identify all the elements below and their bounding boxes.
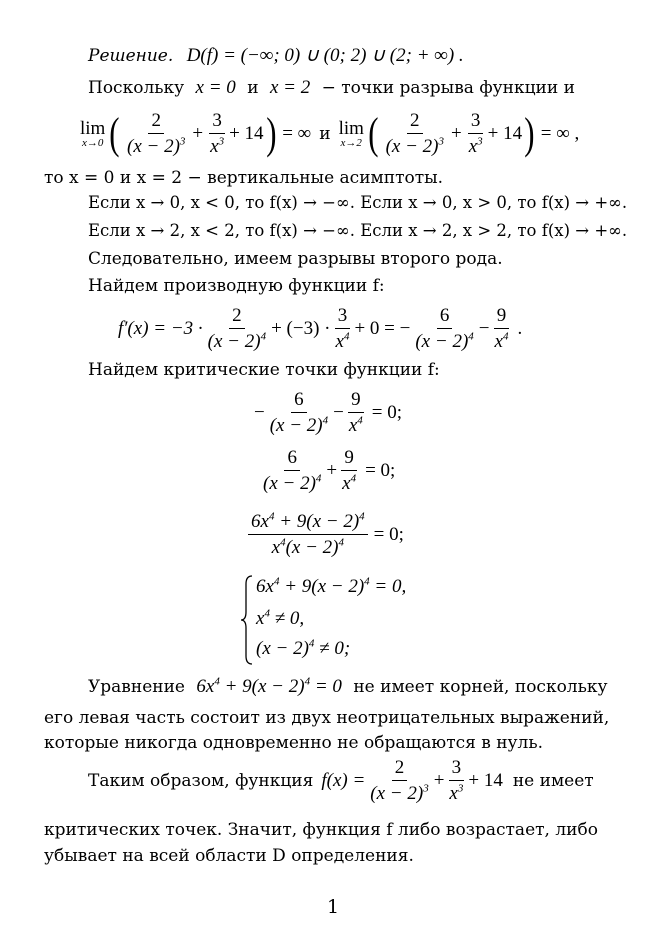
exponent: 4: [364, 575, 370, 588]
plus-sign: +: [326, 460, 338, 481]
denominator: x: [449, 783, 458, 804]
exponent: 4: [359, 510, 365, 523]
term-x-minus-2: (x − 2): [285, 537, 339, 558]
equation-1: [254, 384, 402, 442]
numerator: 2: [407, 111, 423, 134]
exponent: 4: [315, 472, 322, 485]
system-row-3: [256, 638, 350, 660]
plus-sign: +: [433, 770, 445, 791]
denominator: (x − 2): [370, 783, 424, 804]
left-paren: (: [368, 109, 379, 158]
exponent: 3: [477, 135, 483, 148]
exponent: 4: [304, 675, 311, 688]
exponent: 3: [179, 135, 186, 148]
conclusion-formula-line: [88, 752, 594, 810]
discontinuity-line: [88, 77, 575, 99]
exponent: 4: [308, 637, 315, 650]
exponent: 4: [343, 330, 350, 343]
plus-14: + 14: [487, 123, 523, 144]
exponent: 3: [423, 782, 429, 795]
text-no-roots: не имеет корней, поскольку: [353, 677, 608, 697]
curly-brace-icon: [240, 574, 254, 666]
not-equal-zero: ≠ 0,: [269, 608, 305, 629]
fraction-2-over-cube: [124, 111, 188, 157]
equals-zero: = 0,: [369, 576, 407, 597]
minus-sign: −: [478, 318, 490, 339]
lim-subscript: x→0: [81, 137, 104, 149]
right-paren: ): [524, 109, 535, 158]
term-6x: 6x: [251, 511, 269, 533]
exponent: 4: [273, 575, 280, 588]
right-paren: ): [265, 109, 277, 158]
lim-symbol: lim: [80, 118, 106, 139]
left-paren: (: [109, 109, 120, 158]
text-since: Поскольку: [88, 78, 185, 98]
exponent: 3: [438, 135, 444, 148]
x-eq-2: x = 2: [269, 77, 311, 98]
numerator: 3: [209, 111, 225, 134]
term-x-minus-2: (x − 2): [256, 638, 309, 659]
exponent: 4: [338, 536, 345, 549]
second-kind-conclusion: Следовательно, имеем разрывы второго рода.: [88, 249, 503, 269]
exponent: 4: [264, 607, 270, 620]
exponent: 4: [280, 536, 286, 549]
fraction-2-over-cube: [367, 758, 431, 804]
derivative-heading: Найдем производную функции f:: [88, 276, 385, 296]
numerator: 6: [284, 448, 300, 471]
paragraph-line-6: убывает на всей области D определения.: [44, 846, 414, 866]
limit-behavior-at-0: Если x → 0, x < 0, то f(x) → −∞. Если x → 0, x > 0, то f(x) → +∞.: [88, 193, 628, 212]
fraction-2-over-cube: [383, 111, 447, 157]
term-9: + 9(x − 2): [219, 676, 305, 697]
function-lhs: f(x) =: [321, 770, 366, 791]
fraction-6-over-quartic: [412, 306, 476, 352]
text-break-points: − точки разрыва функции и: [321, 78, 575, 98]
term-x: x: [271, 537, 281, 558]
denominator: x: [210, 136, 219, 157]
text-and: и: [319, 124, 331, 144]
text-thus-function: Таким образом, функция: [88, 771, 314, 791]
denominator: (x − 2): [415, 331, 469, 352]
domain-expression: D(f) = (−∞; 0) ∪ (0; 2) ∪ (2; + ∞) .: [186, 45, 464, 66]
term-x: x: [256, 608, 265, 629]
derivative-lhs: f′(x) = −3 ·: [118, 318, 203, 339]
fraction-3-over-x-cube: [466, 111, 486, 157]
combined-fraction: [248, 512, 368, 558]
denominator: x: [468, 136, 478, 157]
fraction-3-over-x3: [446, 758, 466, 804]
exponent: 4: [357, 414, 363, 427]
fraction-9-over-x4: [346, 390, 366, 436]
equals-infinity: = ∞: [282, 123, 312, 144]
system-row-2: [256, 608, 304, 630]
exponent: 3: [218, 135, 225, 148]
exponent: 4: [502, 330, 509, 343]
exponent: 4: [468, 330, 474, 343]
minus-sign: −: [254, 402, 265, 423]
equals-zero: = 0;: [371, 402, 403, 423]
limits-formula: lim x→0 ( $\frac{2}{(x - 2)^3}$ + $\frac{3}{x^3}$ + 14 ) = ∞ и lim x→2 ( $\frac{2}{(x - 2)^3}$ + $\frac{3}{x^3}$ + 14 ) = ∞ ,: [80, 109, 580, 158]
denominator: x: [348, 415, 358, 436]
equation-3: [246, 504, 404, 566]
denominator: (x − 2): [127, 136, 180, 157]
term-6x: 6x: [256, 576, 274, 597]
text-and: и: [247, 78, 259, 98]
not-equal-zero: ≠ 0;: [314, 638, 351, 659]
numerator: 3: [449, 758, 465, 781]
inline-equation: [196, 676, 342, 697]
equals-zero: = 0;: [373, 524, 404, 545]
solution-line: [88, 44, 464, 67]
derivative-formula: [118, 300, 522, 358]
equation-2: [258, 442, 395, 500]
fraction-9-over-x4: [339, 448, 359, 494]
text-has-no: не имеет: [512, 771, 594, 791]
equals-zero: = 0: [310, 676, 342, 697]
solution-label: Решение.: [88, 46, 174, 66]
denominator: x: [494, 331, 503, 352]
fraction-9-over-x4: [492, 306, 512, 352]
minus-sign: −: [333, 402, 344, 423]
lim-symbol: lim: [338, 118, 364, 139]
critical-points-heading: Найдем критические точки функции f:: [88, 360, 440, 380]
numerator: 6: [291, 390, 307, 413]
limit-at-2: [339, 119, 364, 149]
equation-no-roots-line: [88, 676, 608, 698]
exponent: 4: [268, 510, 275, 523]
limit-behavior-at-2: Если x → 2, x < 2, то f(x) → −∞. Если x → 2, x > 2, то f(x) → +∞.: [88, 221, 628, 240]
limit-at-0: [80, 119, 105, 149]
term-9: + 9(x − 2): [274, 511, 360, 533]
denominator: (x − 2): [263, 473, 316, 494]
term-9: + 9(x − 2): [279, 576, 365, 597]
paragraph-line-3: которые никогда одновременно не обращаются в нуль.: [44, 733, 544, 753]
exponent: 4: [214, 675, 220, 688]
equals-zero: = 0;: [365, 460, 396, 481]
denominator: x: [342, 473, 351, 494]
equation-system: [240, 572, 460, 668]
system-row-1: [256, 576, 406, 598]
numerator: 3: [335, 306, 351, 329]
exponent: 4: [322, 414, 329, 427]
numerator: 6: [437, 306, 453, 329]
numerator: 3: [468, 111, 484, 134]
numerator: 9: [494, 306, 510, 329]
exponent: 3: [457, 782, 464, 795]
denominator: (x − 2): [385, 136, 439, 157]
fraction-2-over-quartic: [205, 306, 269, 352]
numerator: 9: [341, 448, 357, 471]
exponent: 4: [260, 330, 267, 343]
fraction-3-over-x4: [333, 306, 353, 352]
term-6x: 6x: [196, 676, 215, 697]
term-plus-zero: + 0 = −: [354, 318, 411, 339]
paragraph-line-5: критических точек. Значит, функция f либо возрастает, либо: [44, 820, 598, 840]
page-number: 1: [326, 896, 340, 918]
denominator: (x − 2): [207, 331, 261, 352]
fraction-6-over-quartic: [260, 448, 324, 494]
paragraph-line-2: его левая часть состоит из двух неотрицательных выражений,: [44, 708, 610, 728]
text-equation: Уравнение: [88, 677, 185, 697]
denominator: x: [335, 331, 344, 352]
numerator: 9: [348, 390, 364, 413]
equals-infinity: = ∞ ,: [540, 123, 580, 144]
term-minus3: + (−3) ·: [271, 318, 331, 339]
plus-14: + 14: [229, 123, 264, 144]
asymptotes-line: то x = 0 и x = 2 − вертикальные асимптоты.: [44, 168, 444, 188]
x-eq-0: x = 0: [195, 77, 236, 98]
denominator: (x − 2): [269, 415, 323, 436]
fraction-6-over-quartic: [267, 390, 331, 436]
period: .: [517, 318, 523, 339]
numerator: 2: [392, 758, 408, 781]
lim-subscript: x→2: [340, 137, 362, 149]
numerator: 2: [229, 306, 245, 329]
exponent: 4: [350, 472, 357, 485]
plus-14: + 14: [468, 770, 503, 791]
fraction-3-over-x-cube: [207, 111, 227, 157]
numerator: 2: [148, 111, 164, 134]
